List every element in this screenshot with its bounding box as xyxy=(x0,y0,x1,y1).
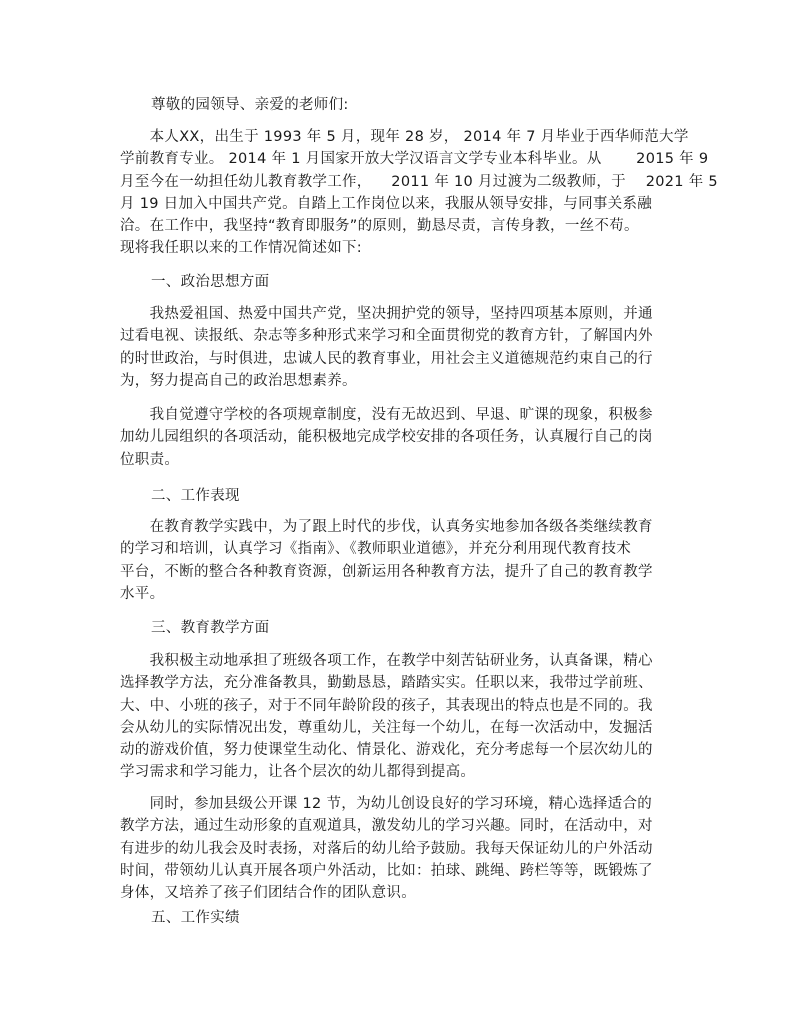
section2-paragraph-1 xyxy=(120,516,682,605)
paragraph-line: 有进步的幼儿我会及时表扬，对落后的幼儿给予鼓励。我每天保证幼儿的户外活动 xyxy=(120,840,653,857)
paragraph-line: 我自觉遵守学校的各项规章制度，没有无故迟到、早退、旷课的现象，积极参 xyxy=(120,407,653,423)
paragraph-line: 我积极主动地承担了班级各项工作，在教学中刻苦钻研业务，认真备课，精心 xyxy=(120,653,653,669)
section5-heading: 五、工作实绩 xyxy=(151,910,240,926)
section3-heading: 三、教育教学方面 xyxy=(151,620,270,636)
intro-line: 月 19 日加入中国共产党。自踏上工作岗位以来，我服从领导安排，与同事关系融 xyxy=(120,195,653,212)
paragraph-line: 在教育教学实践中，为了跟上时代的步伐，认真务实地参加各级各类继续教育 xyxy=(120,519,653,535)
intro-line: 洽。在工作中，我坚持“教育即服务”的原则，勤恳尽责，言传身教，一丝不苟。 xyxy=(120,218,639,235)
greeting: 尊敬的园领导、亲爱的老师们: xyxy=(151,97,349,113)
paragraph-line: 加幼儿园组织的各项活动，能积极地完成学校安排的各项任务，认真履行自己的岗 xyxy=(120,429,653,446)
paragraph-line: 身体，又培养了孩子们团结合作的团队意识。 xyxy=(120,885,416,902)
paragraph-line: 教学方法，通过生动形象的直观道具，激发幼儿的学习兴趣。同时，在活动中，对 xyxy=(120,818,653,835)
section2-heading: 二、工作表现 xyxy=(151,488,240,504)
section3-paragraph-2 xyxy=(120,793,682,904)
intro-line: 月至今在一幼担任幼儿教育教学工作， 2011 年 10 月过渡为二级教师，于 2021 年 5 xyxy=(120,173,718,190)
paragraph-line: 学习需求和学习能力，让各个层次的幼儿都得到提高。 xyxy=(120,764,476,781)
intro-paragraph xyxy=(120,126,718,260)
paragraph-line: 位职责。 xyxy=(120,451,180,468)
paragraph-line: 同时，参加县级公开课 12 节，为幼儿创设良好的学习环境，精心选择适合的 xyxy=(120,796,653,812)
section1-paragraph-2 xyxy=(120,404,682,471)
paragraph-line: 我热爱祖国、热爱中国共产党，坚决拥护党的领导，坚持四项基本原则，并通 xyxy=(120,306,653,322)
paragraph-line: 动的游戏价值，努力使课堂生动化、情景化、游戏化，充分考虑每一个层次幼儿的 xyxy=(120,742,653,759)
paragraph-line: 的时世政治，与时俱进，忠诚人民的教育事业，用社会主义道德规范约束自己的行 xyxy=(120,350,653,367)
paragraph-line: 平台，不断的整合各种教育资源，创新运用各种教育方法，提升了自己的教育教学 xyxy=(120,563,653,580)
section3-paragraph-1 xyxy=(120,650,682,784)
section1-paragraph-1 xyxy=(120,303,682,392)
paragraph-line: 为，努力提高自己的政治思想素养。 xyxy=(120,372,357,389)
intro-line: 本人XX，出生于 1993 年 5 月，现年 28 岁， 2014 年 7 月毕业于西华师范大学 xyxy=(120,129,689,145)
section1-heading: 一、政治思想方面 xyxy=(151,274,270,290)
paragraph-line: 会从幼儿的实际情况出发，尊重幼儿，关注每一个幼儿，在每一次活动中，发掘活 xyxy=(120,719,653,736)
paragraph-line: 大、中、小班的孩子，对于不同年龄阶段的孩子，其表现出的特点也是不同的。我 xyxy=(120,697,653,714)
paragraph-line: 时间，带领幼儿认真开展各项户外活动，比如：拍球、跳绳、跨栏等等，既锻炼了 xyxy=(120,862,653,879)
paragraph-line: 选择教学方法，充分准备教具，勤勤恳恳，踏踏实实。任职以来，我带过学前班、 xyxy=(120,675,653,692)
paragraph-line: 水平。 xyxy=(120,585,165,602)
paragraph-line: 过看电视、读报纸、杂志等多种形式来学习和全面贯彻党的教育方针，了解国内外 xyxy=(120,328,653,345)
intro-line: 学前教育专业。 2014 年 1 月国家开放大学汉语言文学专业本科毕业。从 2015 年 9 xyxy=(120,151,709,168)
paragraph-line: 的学习和培训，认真学习《指南》、《教师职业道德》，并充分利用现代教育技术 xyxy=(120,541,632,558)
intro-line: 现将我任职以来的工作情况简述如下: xyxy=(120,240,362,257)
